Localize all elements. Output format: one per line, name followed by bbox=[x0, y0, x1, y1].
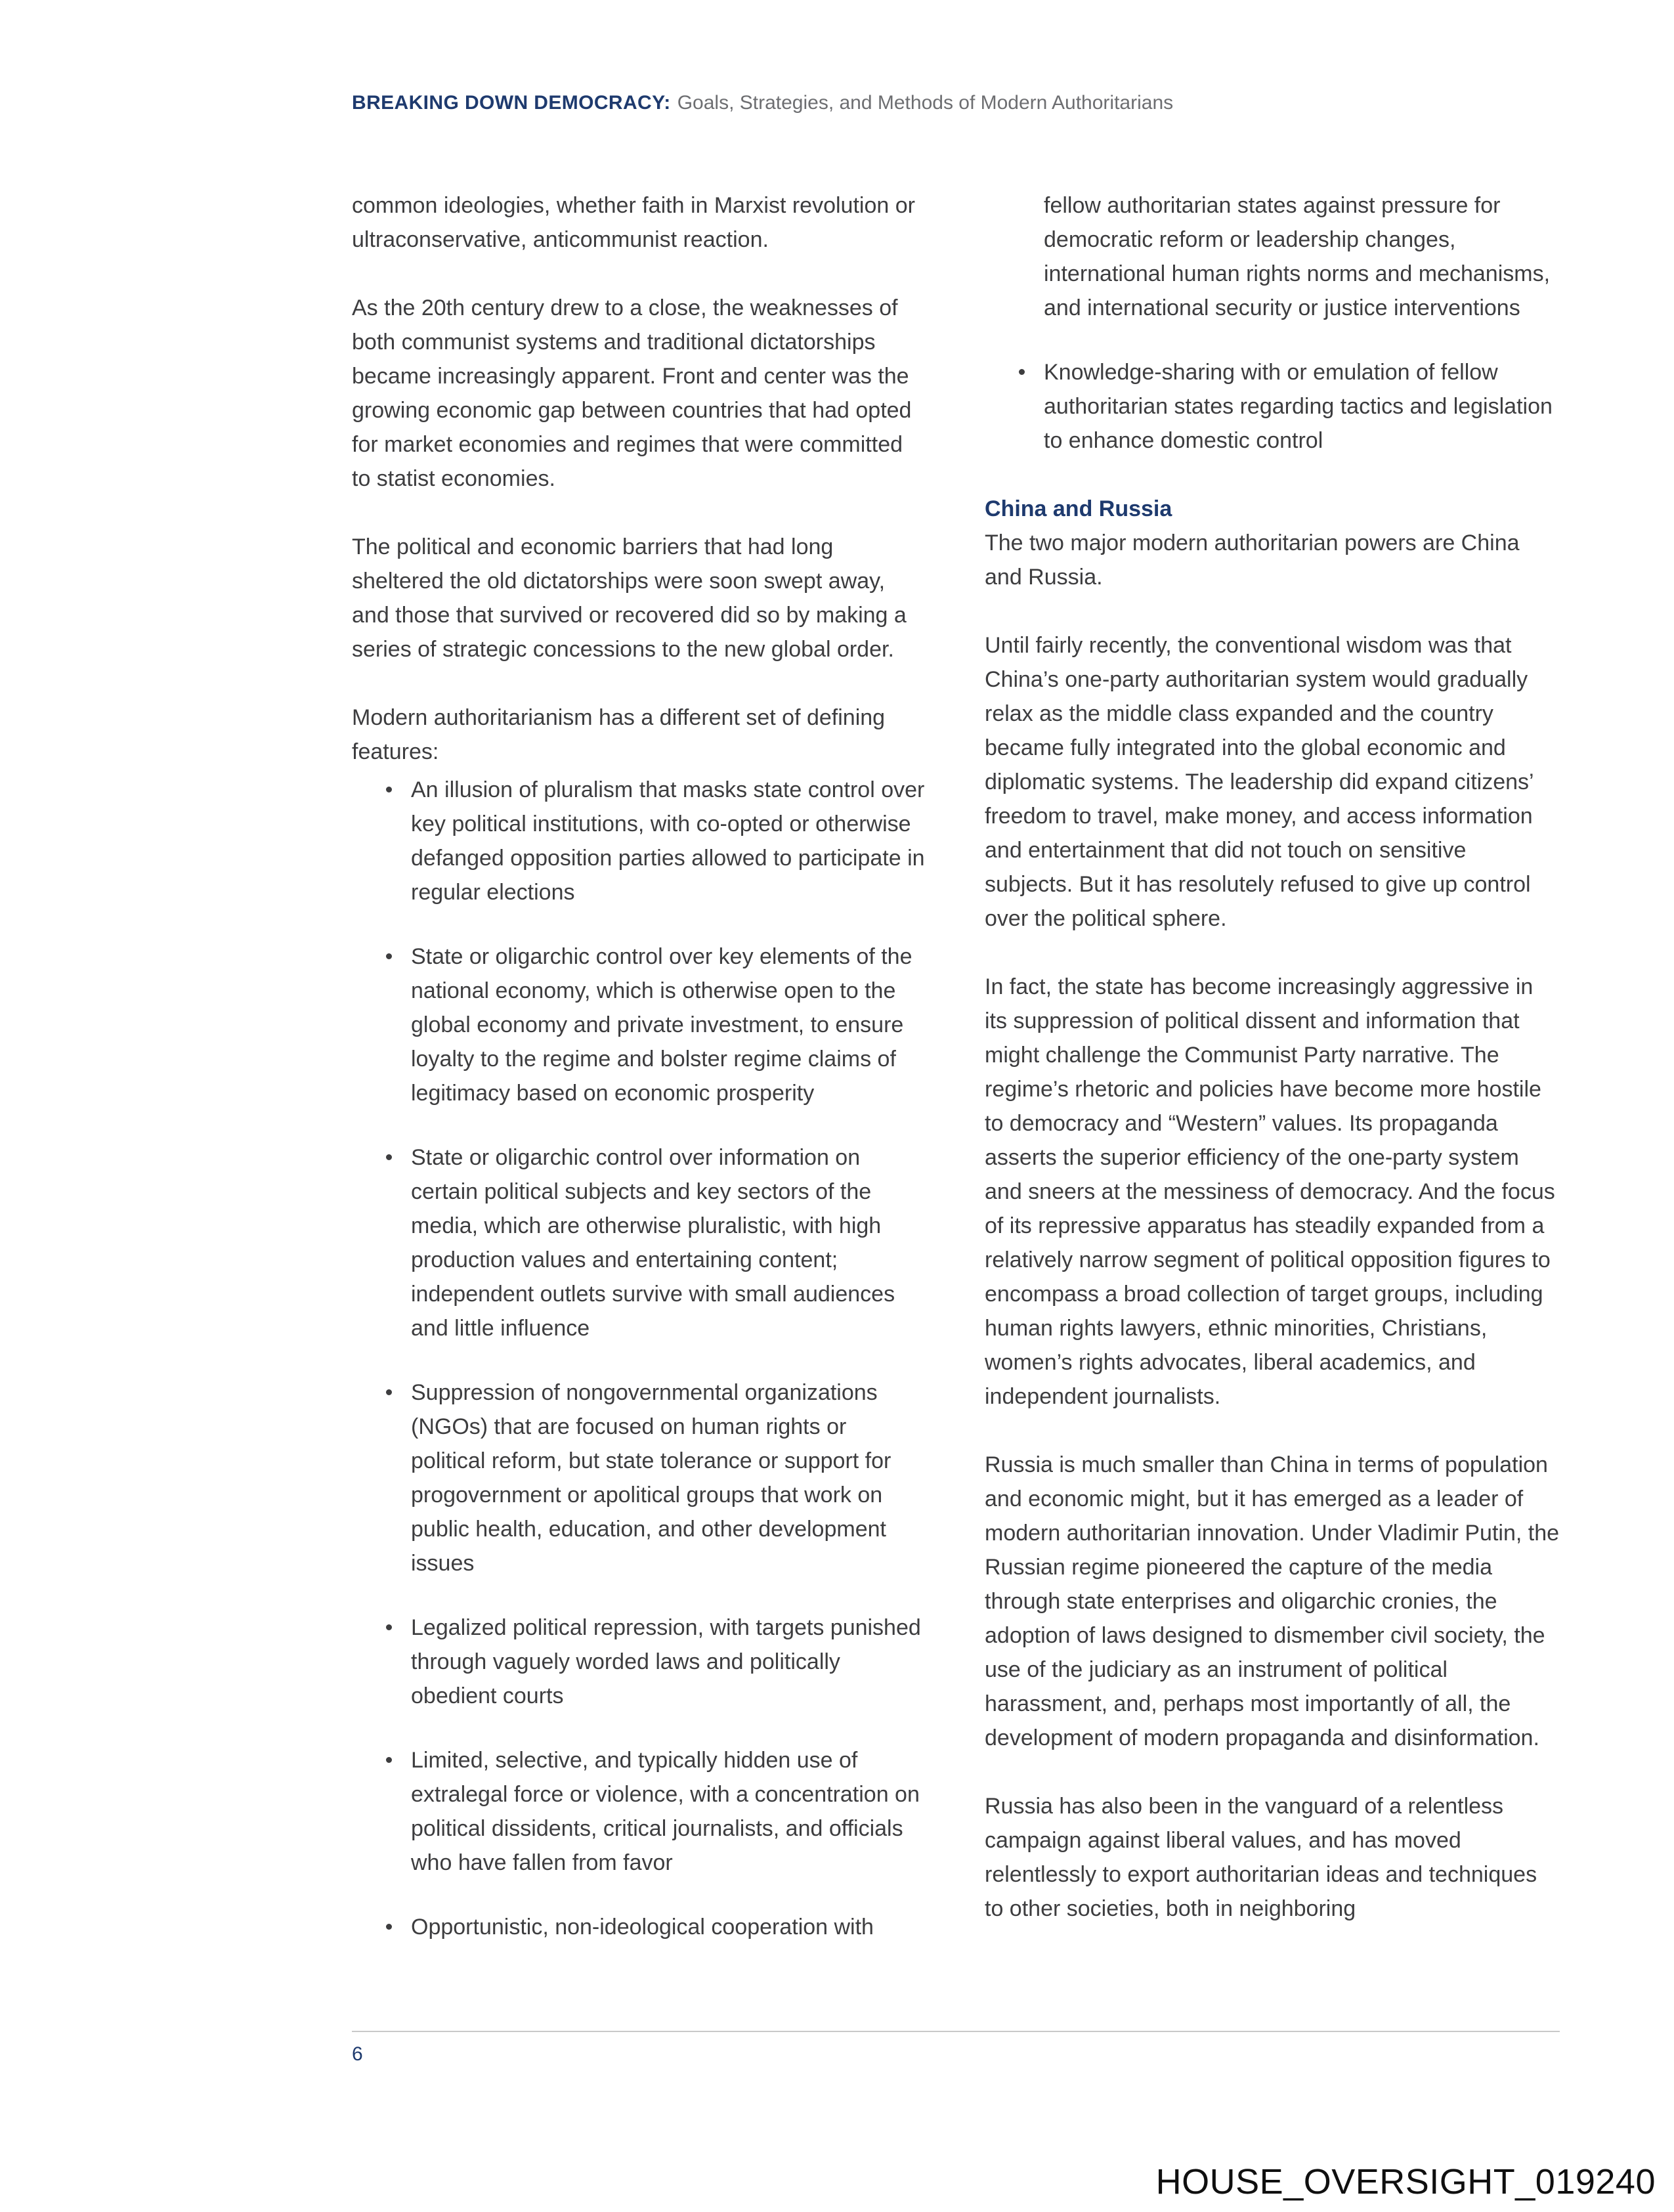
paragraph: The two major modern authoritarian powers are China and Russia. bbox=[985, 531, 1520, 590]
paragraph: As the 20th century drew to a close, the weaknesses of both communist systems and traditional dictatorships became increasingly apparent. Front and center was the growing economic gap between countries that had opted for market economies and regimes that were committed to statist economies. bbox=[352, 295, 912, 491]
right-column bbox=[985, 188, 1560, 1944]
list-item bbox=[352, 1611, 927, 1713]
bullet-icon bbox=[386, 953, 392, 959]
list-item bbox=[352, 940, 927, 1110]
page-content bbox=[352, 188, 1560, 1944]
features-list-continued bbox=[985, 355, 1560, 458]
list-item-text: State or oligarchic control over key elements of the national economy, which is otherwise open to the global economy and private investment, to ensure loyalty to the regime and bolster regime claims of legitimacy based on economic prosperity bbox=[411, 944, 912, 1106]
paragraph: Russia is much smaller than China in terms of population and economic might, but it has emerged as a leader of modern authoritarian innovation. Under Vladimir Putin, the Russian regime pioneered the capture of the media through state enterprises and oligarchic cronies, the adoption of laws designed to dismember civil society, the use of the judiciary as an instrument of political harassment, and, perhaps most importantly of all, the development of modern propaganda and disinformation. bbox=[985, 1452, 1560, 1750]
list-item-text: Opportunistic, non-ideological cooperation with bbox=[411, 1915, 874, 1940]
paragraph: common ideologies, whether faith in Marxist revolution or ultraconservative, anticommunist reaction. bbox=[352, 193, 915, 252]
report-title: BREAKING DOWN DEMOCRACY: bbox=[352, 92, 671, 114]
bullet-continuation: fellow authoritarian states against pressure for democratic reform or leadership changes, international human rights norms and mechanisms, and international security or justice interventions bbox=[1044, 193, 1551, 320]
bullet-icon bbox=[386, 1389, 392, 1395]
list-item-text: An illusion of pluralism that masks state control over key political institutions, with co-opted or otherwise defanged opposition parties allowed to participate in regular elections bbox=[411, 777, 925, 905]
list-item bbox=[352, 1376, 927, 1580]
paragraph: Until fairly recently, the conventional wisdom was that China’s one-party authoritarian system would gradually relax as the middle class expanded and the country became fully integrated into the global economic and diplomatic systems. The leadership did expand citizens’ freedom to travel, make money, and access information and entertainment that did not touch on sensitive subjects. But it has resolutely refused to give up control over the political sphere. bbox=[985, 633, 1534, 931]
list-item-text: Legalized political repression, with targets punished through vaguely worded laws and politically obedient courts bbox=[411, 1615, 921, 1708]
bullet-icon bbox=[386, 787, 392, 792]
bates-stamp-watermark: HOUSE_OVERSIGHT_019240 bbox=[1155, 2162, 1656, 2201]
list-item-text: State or oligarchic control over information on certain political subjects and key sectors of the media, which are otherwise pluralistic, with high production values and entertaining content; independent outlets survive with small audiences and little influence bbox=[411, 1145, 895, 1341]
bullet-icon bbox=[386, 1154, 392, 1160]
list-item-text: Suppression of nongovernmental organizations (NGOs) that are focused on human rights or political reform, but state tolerance or support for progovernment or apolitical groups that work on public health, education, and other development issues bbox=[411, 1380, 891, 1576]
bullet-icon bbox=[1019, 369, 1025, 375]
list-item bbox=[352, 1910, 927, 1944]
list-intro-paragraph: Modern authoritarianism has a different set of defining features: bbox=[352, 705, 886, 764]
footer-divider bbox=[352, 2031, 1560, 2032]
list-item bbox=[985, 355, 1560, 458]
bullet-icon bbox=[386, 1924, 392, 1930]
paragraph: Russia has also been in the vanguard of a relentless campaign against liberal values, and has moved relentlessly to export authoritarian ideas and techniques to other societies, both in neighboring bbox=[985, 1794, 1537, 1921]
list-item bbox=[352, 1140, 927, 1345]
list-item-text: Limited, selective, and typically hidden use of extralegal force or violence, with a concentration on political dissidents, critical journalists, and officials who have fallen from favor bbox=[411, 1748, 920, 1875]
report-header bbox=[352, 91, 1560, 116]
paragraph: In fact, the state has become increasingly aggressive in its suppression of political dissent and information that might challenge the Communist Party narrative. The regime’s rhetoric and policies have become more hostile to democracy and “Western” values. Its propaganda asserts the superior efficiency of the one-party system and sneers at the messiness of democracy. And the focus of its repressive apparatus has steadily expanded from a relatively narrow segment of political opposition figures to encompass a broad collection of target groups, including human rights lawyers, ethnic minorities, Christians, women’s rights advocates, liberal academics, and independent journalists. bbox=[985, 974, 1555, 1409]
features-list bbox=[352, 773, 927, 1944]
paragraph: The political and economic barriers that had long sheltered the old dictatorships were soon swept away, and those that survived or recovered did so by making a series of strategic concessions to the new global order. bbox=[352, 534, 907, 662]
section-heading-china-and-russia: China and Russia bbox=[985, 496, 1172, 521]
list-item bbox=[352, 773, 927, 909]
report-subtitle: Goals, Strategies, and Methods of Modern Authoritarians bbox=[677, 92, 1174, 114]
page-number: 6 bbox=[352, 2043, 363, 2065]
left-column bbox=[352, 188, 927, 1944]
list-item-text: Knowledge-sharing with or emulation of fellow authoritarian states regarding tactics and legislation to enhance domestic control bbox=[1044, 360, 1553, 453]
bullet-icon bbox=[386, 1757, 392, 1763]
bullet-icon bbox=[386, 1624, 392, 1630]
list-item bbox=[352, 1743, 927, 1880]
